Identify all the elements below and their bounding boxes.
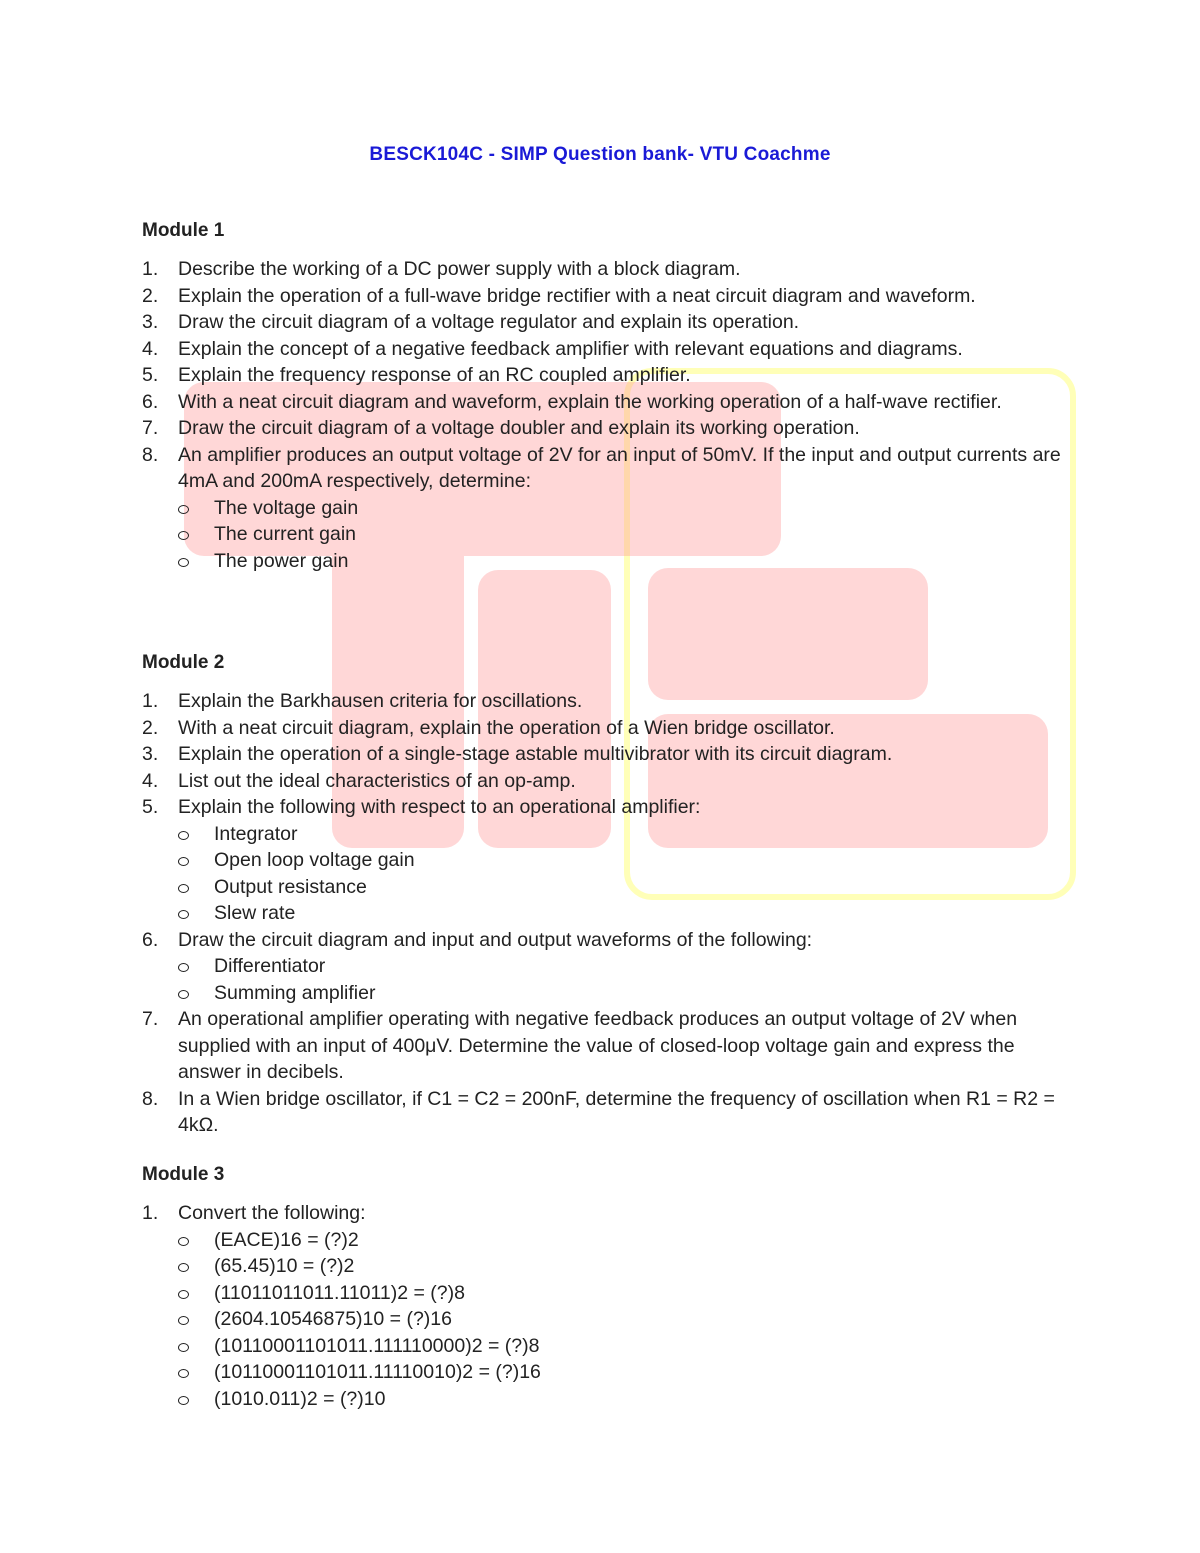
sub-question-text: Differentiator (214, 955, 326, 977)
module-section (142, 1162, 1062, 1412)
hollow-circle-bullet-icon (178, 1316, 189, 1325)
question-item (142, 362, 1062, 389)
sub-question-item (178, 495, 1062, 522)
question-list (142, 688, 1062, 1139)
sub-question-list (178, 953, 1062, 1006)
sub-question-item (178, 874, 1062, 901)
page-title: BESCK104C - SIMP Question bank- VTU Coachme (369, 144, 831, 165)
sub-question-item (178, 847, 1062, 874)
hollow-circle-bullet-icon (178, 831, 189, 840)
question-list (142, 256, 1062, 574)
question-item (142, 336, 1062, 363)
question-text: An operational amplifier operating with negative feedback produces an output voltage of 2V when supplied with an input of 400μV. Determine the value of closed-loop voltage gain and express the answer in decibels. (178, 1008, 1018, 1083)
question-text: In a Wien bridge oscillator, if C1 = C2 = 200nF, determine the frequency of oscillation when R1 = R2 = 4kΩ. (178, 1087, 1055, 1136)
sub-question-item (178, 1280, 1062, 1307)
sub-question-list (178, 1227, 1062, 1413)
sub-question-text: The power gain (214, 549, 349, 572)
hollow-circle-bullet-icon (178, 990, 189, 999)
sub-question-item (178, 900, 1062, 927)
question-item (142, 715, 1062, 742)
sub-question-item (178, 980, 1062, 1007)
question-number: 4. (142, 337, 159, 360)
sub-question-text: (2604.10546875)10 = (?)16 (214, 1308, 452, 1330)
question-item (142, 283, 1062, 310)
hollow-circle-bullet-icon (178, 1290, 189, 1299)
question-number: 8. (142, 1087, 159, 1110)
question-item (142, 442, 1062, 575)
sub-question-item (178, 548, 1062, 575)
question-number: 6. (142, 390, 159, 413)
hollow-circle-bullet-icon (178, 1237, 189, 1246)
question-item (142, 256, 1062, 283)
hollow-circle-bullet-icon (178, 963, 189, 972)
question-item (142, 768, 1062, 795)
question-number: 3. (142, 311, 159, 333)
hollow-circle-bullet-icon (178, 505, 189, 514)
sub-question-item (178, 821, 1062, 848)
sub-question-item (178, 1227, 1062, 1254)
sub-question-text: (1010.011)2 = (?)10 (214, 1387, 386, 1410)
question-item (142, 741, 1062, 768)
question-text: Explain the concept of a negative feedback amplifier with relevant equations and diagrams. (178, 337, 963, 360)
hollow-circle-bullet-icon (178, 1343, 189, 1352)
question-number: 2. (142, 284, 159, 307)
sub-question-text: Slew rate (214, 902, 296, 924)
question-text: With a neat circuit diagram, explain the operation of a Wien bridge oscillator. (178, 716, 835, 739)
question-item (142, 1086, 1062, 1139)
question-number: 5. (142, 796, 159, 818)
hollow-circle-bullet-icon (178, 1396, 189, 1405)
question-item (142, 688, 1062, 715)
sub-question-text: (11011011011.11011)2 = (?)8 (214, 1281, 465, 1304)
question-number: 1. (142, 258, 159, 280)
question-text: Draw the circuit diagram of a voltage regulator and explain its operation. (178, 311, 800, 333)
question-text: An amplifier produces an output voltage of 2V for an input of 50mV. If the input and output currents are 4mA and 200mA respectively, determine: (178, 443, 1061, 492)
sub-question-text: Output resistance (214, 875, 367, 898)
hollow-circle-bullet-icon (178, 1263, 189, 1272)
hollow-circle-bullet-icon (178, 531, 189, 540)
question-text: Explain the operation of a single-stage astable multivibrator with its circuit diagram. (178, 743, 893, 765)
sub-question-list (178, 495, 1062, 575)
question-item (142, 309, 1062, 336)
question-text: With a neat circuit diagram and waveform, explain the working operation of a half-wave rectifier. (178, 390, 1002, 413)
question-item (142, 415, 1062, 442)
hollow-circle-bullet-icon (178, 857, 189, 866)
question-text: Draw the circuit diagram of a voltage doubler and explain its working operation. (178, 417, 860, 439)
sub-question-text: (EACE)16 = (?)2 (214, 1228, 359, 1251)
question-number: 7. (142, 1008, 159, 1030)
hollow-circle-bullet-icon (178, 558, 189, 567)
sub-question-item (178, 953, 1062, 980)
sub-question-text: Integrator (214, 822, 298, 845)
sub-question-item (178, 1333, 1062, 1360)
hollow-circle-bullet-icon (178, 1369, 189, 1378)
sub-question-text: (10110001101011.111110000)2 = (?)8 (214, 1334, 540, 1357)
question-number: 2. (142, 716, 159, 739)
question-item (142, 927, 1062, 1007)
question-item (142, 794, 1062, 927)
module-heading: Module 2 (142, 652, 225, 673)
hollow-circle-bullet-icon (178, 910, 189, 919)
hollow-circle-bullet-icon (178, 884, 189, 893)
sub-question-text: (65.45)10 = (?)2 (214, 1255, 355, 1277)
question-number: 7. (142, 417, 159, 439)
question-number: 5. (142, 364, 159, 386)
question-text: Explain the operation of a full-wave bridge rectifier with a neat circuit diagram and waveform. (178, 284, 976, 307)
question-list (142, 1200, 1062, 1412)
sub-question-item (178, 1386, 1062, 1413)
question-text: Describe the working of a DC power supply with a block diagram. (178, 258, 741, 280)
sub-question-text: Summing amplifier (214, 981, 376, 1004)
question-number: 8. (142, 443, 159, 466)
sub-question-item (178, 521, 1062, 548)
question-text: Explain the following with respect to an operational amplifier: (178, 796, 701, 818)
question-item (142, 1200, 1062, 1412)
question-text: List out the ideal characteristics of an op-amp. (178, 769, 576, 792)
question-text: Draw the circuit diagram and input and output waveforms of the following: (178, 928, 813, 951)
sub-question-item (178, 1359, 1062, 1386)
question-number: 3. (142, 743, 159, 765)
question-item (142, 1006, 1062, 1086)
question-number: 1. (142, 1202, 159, 1224)
sub-question-text: The current gain (214, 523, 356, 545)
question-text: Explain the frequency response of an RC coupled amplifier. (178, 364, 691, 386)
question-text: Convert the following: (178, 1202, 366, 1224)
module-section (142, 650, 1062, 1139)
module-heading: Module 3 (142, 1164, 225, 1185)
module-heading: Module 1 (142, 220, 225, 241)
sub-question-text: Open loop voltage gain (214, 849, 415, 871)
sub-question-item (178, 1253, 1062, 1280)
question-item (142, 389, 1062, 416)
module-section (142, 218, 1062, 574)
sub-question-item (178, 1306, 1062, 1333)
sub-question-list (178, 821, 1062, 927)
question-number: 1. (142, 690, 159, 712)
question-number: 4. (142, 769, 159, 792)
sub-question-text: (10110001101011.11110010)2 = (?)16 (214, 1361, 541, 1383)
question-text: Explain the Barkhausen criteria for oscillations. (178, 690, 583, 712)
question-number: 6. (142, 928, 159, 951)
sub-question-text: The voltage gain (214, 496, 359, 519)
